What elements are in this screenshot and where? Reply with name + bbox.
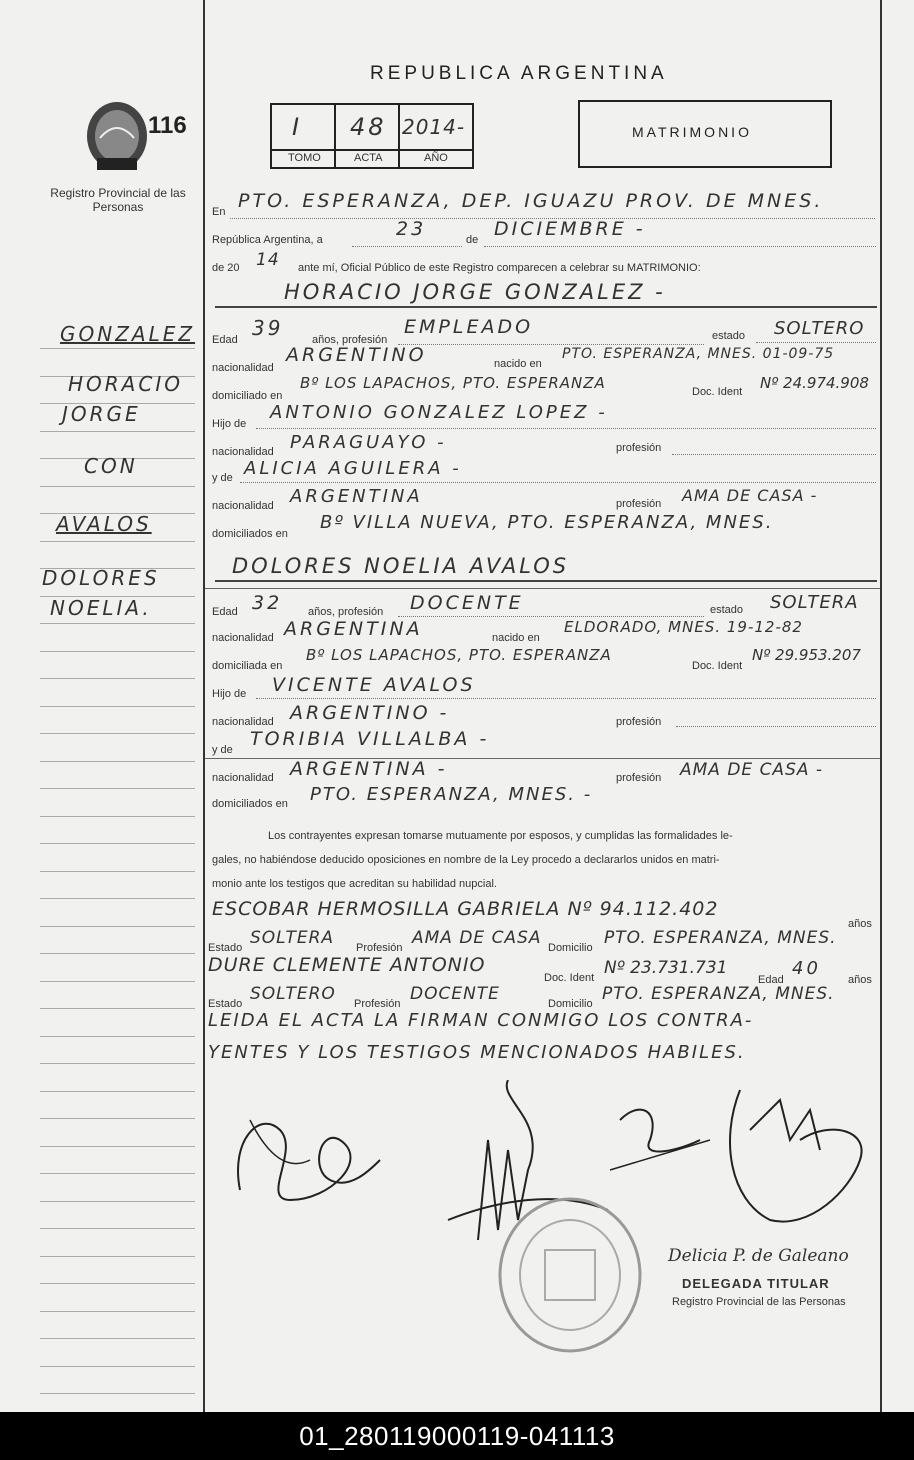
anio-label: AÑO — [424, 152, 448, 164]
dotline — [398, 616, 704, 617]
label-hijo-de: Hijo de — [212, 418, 247, 430]
tomo-value: I — [292, 113, 303, 141]
province-seal-icon — [82, 98, 152, 178]
document-title: REPUBLICA ARGENTINA — [370, 63, 668, 84]
margin-note-first-name: HORACIO — [68, 372, 183, 396]
left-margin-border — [203, 0, 205, 1412]
label-estado: Estado — [208, 998, 243, 1010]
margin-rule — [40, 898, 195, 899]
closing-line-1: LEIDA EL ACTA LA FIRMAN CONMIGO LOS CONTRA- — [208, 1010, 754, 1031]
margin-rule — [40, 651, 195, 652]
witness2-status: SOLTERO — [250, 984, 336, 1004]
section-divider — [205, 588, 880, 589]
dotline — [352, 246, 462, 247]
label-estado: estado — [710, 604, 744, 616]
groom-parents-address: Bº VILLA NUEVA, PTO. ESPERANZA, MNES. — [320, 512, 774, 533]
groom-age: 39 — [252, 316, 284, 340]
label-de: de — [466, 234, 479, 246]
margin-note-bride-surname: AVALOS — [56, 512, 152, 536]
margin-rule — [40, 1063, 195, 1064]
witness2-address: PTO. ESPERANZA, MNES. — [602, 984, 835, 1004]
groom-name: HORACIO JORGE GONZALEZ - — [284, 280, 666, 304]
margin-rule — [40, 1228, 195, 1229]
label-ante-mi: ante mí, Oficial Público de este Registro comparecen a celebrar su MATRIMONIO: — [298, 262, 701, 274]
label-edad: Edad — [212, 606, 238, 618]
margin-rule — [40, 1036, 195, 1037]
margin-rule — [40, 1173, 195, 1174]
label-domiciliados: domiciliados en — [212, 798, 288, 810]
bride-mother: TORIBIA VILLALBA - — [250, 728, 490, 750]
label-profesion: Profesión — [354, 998, 401, 1010]
place-value: PTO. ESPERANZA, DEP. IGUAZU PROV. DE MNES. — [238, 190, 824, 212]
bride-birth: ELDORADO, MNES. 19-12-82 — [564, 618, 803, 636]
groom-profession: EMPLEADO — [404, 316, 534, 338]
margin-rule — [40, 733, 195, 734]
label-republica: República Argentina, a — [212, 234, 323, 246]
margin-rule — [40, 1146, 195, 1147]
witness1-address: PTO. ESPERANZA, MNES. — [604, 928, 837, 948]
margin-note-second-name: JORGE — [62, 402, 141, 426]
document-id-footer: 01_280119000119-041113 — [0, 1412, 914, 1460]
label-profesion: profesión — [616, 772, 662, 784]
margin-rule — [40, 1256, 195, 1257]
label-nacionalidad: nacionalidad — [212, 632, 274, 644]
label-doc-ident: Doc. Ident — [544, 972, 595, 984]
closing-line-2: YENTES Y LOS TESTIGOS MENCIONADOS HABILES. — [208, 1042, 746, 1063]
margin-rule — [40, 486, 195, 487]
bride-address: Bº LOS LAPACHOS, PTO. ESPERANZA — [306, 646, 612, 664]
label-estado: Estado — [208, 942, 243, 954]
margin-rule — [40, 953, 195, 954]
acta-value: 48 — [350, 113, 387, 141]
dotline — [676, 726, 876, 727]
margin-rule — [40, 1311, 195, 1312]
margin-rule — [40, 1118, 195, 1119]
dotline — [256, 428, 876, 429]
margin-rule — [40, 843, 195, 844]
margin-rule — [40, 1091, 195, 1092]
bride-father-nationality: ARGENTINO - — [290, 702, 450, 724]
margin-rule — [40, 431, 195, 432]
label-anos: años — [848, 918, 872, 930]
label-profesion: profesión — [616, 716, 662, 728]
label-en: En — [212, 206, 226, 218]
bride-father: VICENTE AVALOS — [272, 674, 476, 696]
witness2-age: 40 — [792, 958, 821, 979]
margin-rule — [40, 1283, 195, 1284]
label-domiciliado-en: domiciliado en — [212, 390, 283, 402]
official-signature-name: Delicia P. de Galeano — [668, 1246, 849, 1266]
label-profesion: Profesión — [356, 942, 403, 954]
label-domiciliada-en: domiciliada en — [212, 660, 283, 672]
margin-rule — [40, 1393, 195, 1394]
label-de-20: de 20 — [212, 262, 240, 274]
record-type-label: MATRIMONIO — [632, 124, 752, 140]
groom-mother-profession: AMA DE CASA - — [682, 486, 818, 505]
margin-rule — [40, 348, 195, 349]
registry-label: Registro Provincial de las Personas — [50, 186, 186, 214]
bride-profession: DOCENTE — [410, 592, 524, 614]
label-nacido-en: nacido en — [494, 358, 542, 370]
witness2-doc: Nº 23.731.731 — [604, 958, 728, 978]
legal-text-line-2: gales, no habiéndose deducido oposiciones en nombre de la Ley procedo a declararlos unidos en matri- — [212, 854, 720, 866]
dotline — [256, 698, 876, 699]
label-nacionalidad: nacionalidad — [212, 772, 274, 784]
month-value: DICIEMBRE - — [494, 218, 646, 240]
bride-parents-address: PTO. ESPERANZA, MNES. - — [310, 784, 593, 805]
bride-status: SOLTERA — [770, 592, 859, 613]
acta-label: ACTA — [354, 152, 383, 164]
margin-rule — [40, 871, 195, 872]
tomo-label: TOMO — [288, 152, 321, 164]
label-edad: Edad — [212, 334, 238, 346]
groom-mother: ALICIA AGUILERA - — [244, 458, 462, 479]
label-nacionalidad: nacionalidad — [212, 446, 274, 458]
witness2-profession: DOCENTE — [410, 984, 500, 1004]
dotline — [756, 342, 876, 343]
witness1-profession: AMA DE CASA — [412, 928, 542, 948]
margin-rule — [40, 1338, 195, 1339]
margin-rule — [40, 761, 195, 762]
margin-rule — [40, 926, 195, 927]
right-border — [880, 0, 882, 1412]
record-number-box — [270, 103, 474, 169]
groom-father: ANTONIO GONZALEZ LOPEZ - — [270, 402, 608, 423]
page-number: 116 — [148, 112, 187, 139]
dotline — [672, 454, 876, 455]
groom-nationality: ARGENTINO — [286, 344, 427, 366]
label-doc-ident: Doc. Ident — [692, 386, 743, 398]
label-hijo-de: Hijo de — [212, 688, 247, 700]
record-type-box — [578, 100, 832, 168]
margin-rule — [40, 981, 195, 982]
label-nacionalidad: nacionalidad — [212, 362, 274, 374]
witness-signatures — [600, 1080, 880, 1240]
label-anos-profesion: años, profesión — [308, 606, 384, 618]
margin-rule — [40, 1008, 195, 1009]
margin-rule — [40, 706, 195, 707]
legal-text-line-1: Los contrayentes expresan tomarse mutuamente por esposos, y cumplidas las formalidades le- — [268, 830, 733, 842]
margin-rule — [40, 788, 195, 789]
dotline — [240, 482, 876, 483]
bride-mother-profession: AMA DE CASA - — [680, 760, 824, 780]
groom-signature — [220, 1100, 390, 1220]
margin-rule — [40, 678, 195, 679]
official-title: DELEGADA TITULAR — [682, 1276, 830, 1291]
label-nacionalidad: nacionalidad — [212, 500, 274, 512]
label-anos: años — [848, 974, 872, 986]
groom-birth: PTO. ESPERANZA, MNES. 01-09-75 — [562, 346, 835, 362]
label-domicilio: Domicilio — [548, 942, 593, 954]
label-doc-ident: Doc. Ident — [692, 660, 743, 672]
anio-value: 2014- — [402, 115, 466, 139]
margin-rule — [40, 1366, 195, 1367]
label-edad: Edad — [758, 974, 784, 986]
bride-name-underline — [215, 580, 877, 582]
bride-name: DOLORES NOELIA AVALOS — [232, 554, 570, 578]
label-nacido-en: nacido en — [492, 632, 540, 644]
label-y-de: y de — [212, 744, 233, 756]
bride-doc: Nº 29.953.207 — [752, 646, 861, 664]
margin-note-con: CON — [84, 454, 138, 478]
margin-rule — [40, 816, 195, 817]
year-suffix: 14 — [256, 250, 280, 270]
dotline — [484, 246, 876, 247]
margin-rule — [40, 1201, 195, 1202]
bride-age: 32 — [252, 592, 283, 614]
bride-nationality: ARGENTINA — [284, 618, 423, 640]
legal-text-line-3: monio ante los testigos que acreditan su habilidad nupcial. — [212, 878, 497, 890]
label-y-de: y de — [212, 472, 233, 484]
margin-note-surname: GONZALEZ — [60, 322, 196, 346]
witness2-name: DURE CLEMENTE ANTONIO — [208, 954, 486, 976]
label-profesion: profesión — [616, 442, 662, 454]
bride-mother-nationality: ARGENTINA - — [290, 758, 448, 780]
witness1-name: ESCOBAR HERMOSILLA GABRIELA Nº 94.112.402 — [212, 898, 719, 920]
groom-father-nationality: PARAGUAYO - — [290, 432, 447, 453]
label-domiciliados: domiciliados en — [212, 528, 288, 540]
margin-rule — [40, 623, 195, 624]
groom-status: SOLTERO — [774, 318, 865, 339]
groom-mother-nationality: ARGENTINA — [290, 486, 423, 507]
margin-note-bride-first: DOLORES — [42, 566, 160, 590]
official-org: Registro Provincial de las Personas — [672, 1296, 846, 1308]
groom-address: Bº LOS LAPACHOS, PTO. ESPERANZA — [300, 374, 606, 392]
groom-name-underline — [215, 306, 877, 308]
dotline — [398, 344, 704, 345]
label-anos-profesion: años, profesión — [312, 334, 388, 346]
label-domicilio: Domicilio — [548, 998, 593, 1010]
label-estado: estado — [712, 330, 746, 342]
label-profesion: profesión — [616, 498, 662, 510]
label-nacionalidad: nacionalidad — [212, 716, 274, 728]
margin-rule — [40, 541, 195, 542]
groom-doc: Nº 24.974.908 — [760, 374, 869, 392]
witness1-status: SOLTERA — [250, 928, 335, 948]
day-value: 23 — [396, 218, 427, 240]
margin-note-bride-second: NOELIA. — [50, 596, 152, 620]
